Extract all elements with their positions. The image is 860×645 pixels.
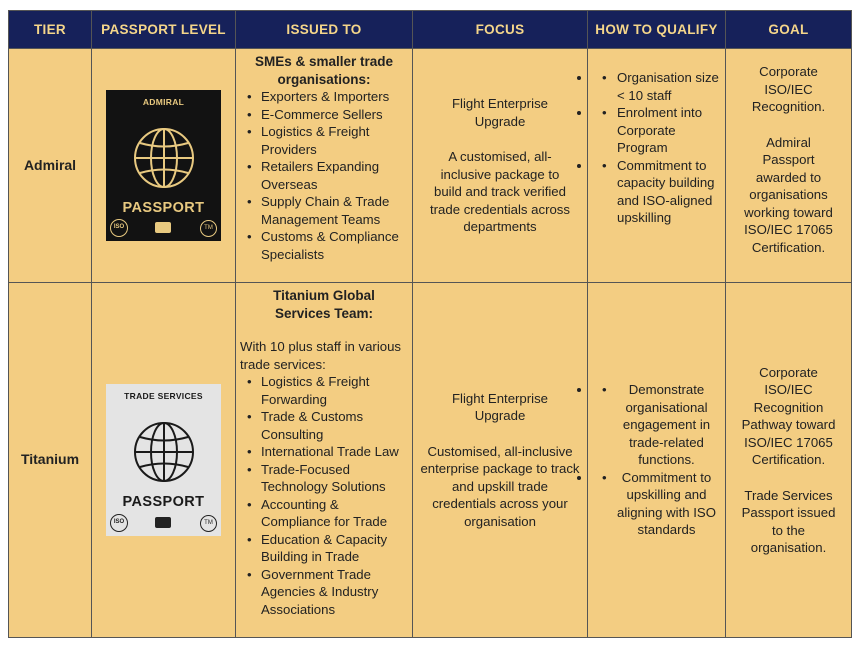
passport-title: ADMIRAL [142,97,185,107]
qualify-list [592,381,721,539]
header-row [9,11,852,49]
goal-line-2: Admiral Passport awarded to organisations working toward ISO/IEC 17065 Certification. [744,134,833,255]
qualify-list [592,69,721,227]
list-item: • • Demonstrate organisational engagement in trade-related functions. [592,381,721,469]
focus-title: Flight Enterprise Upgrade [451,390,548,424]
list-item: • Supply Chain & Trade Management Teams [240,193,408,228]
list-item: • • Commitment to capacity building and ISO-aligned upskilling [592,157,721,227]
list-item: • Logistics & Freight Providers [240,123,408,158]
issued-to-intro: With 10 plus staff in various trade services: [240,339,402,372]
list-item: • Accounting & Compliance for Trade [240,496,408,531]
trade-services-passport-image [106,384,221,536]
iso-icon: ISO [110,219,128,237]
how-to-qualify-cell [588,49,726,283]
list-item: • Trade & Customs Consulting [240,408,408,443]
list-item: • Trade-Focused Technology Solutions [240,461,408,496]
header-passport-level: PASSPORT LEVEL [92,11,236,49]
header-how-to-qualify: HOW TO QUALIFY [588,11,726,49]
list-item: • Retailers Expanding Overseas [240,158,408,193]
focus-title: Flight Enterprise Upgrade [451,96,548,129]
issued-to-heading: Titanium Global Services Team: [273,288,375,321]
goal-cell [726,49,852,283]
header-issued-to: ISSUED TO [236,11,413,49]
focus-cell [413,49,588,283]
how-to-qualify-cell [588,283,726,638]
list-item: • Exporters & Importers [240,88,408,106]
list-item: • Government Trade Agencies & Industry Associations [240,566,408,619]
issued-to-heading: SMEs & smaller trade organisations: [254,54,394,87]
issued-to-cell [236,49,413,283]
goal-line-1: Corporate ISO/IEC Recognition Pathway toward ISO/IEC 17065 Certification. [741,364,836,467]
issued-to-list [240,373,408,618]
list-item: • • Enrolment into Corporate Program [592,104,721,157]
tm-icon: TM [200,220,217,237]
goal-cell [726,283,852,638]
list-item: • Education & Capacity Building in Trade [240,531,408,566]
passport-word: PASSPORT [122,493,205,510]
issued-to-list [240,88,408,263]
list-item: • International Trade Law [240,443,408,461]
goal-line-1: Corporate ISO/IEC Recognition. [751,64,826,114]
table-row-titanium [9,283,852,638]
tm-icon: TM [200,515,217,532]
header-focus: FOCUS [413,11,588,49]
list-item: • • Commitment to upskilling and aligning with ISO standards [592,469,721,539]
chip-icon [155,517,171,528]
chip-icon [155,222,171,233]
header-tier: TIER [9,11,92,49]
table-row-admiral [9,49,852,283]
iso-icon: ISO [110,514,128,532]
focus-text: Customised, all-inclusive enterprise package to track and upskill trade credentials across your organisation [420,443,580,529]
issued-to-cell [236,283,413,638]
list-item: • Logistics & Freight Forwarding [240,373,408,408]
focus-cell [413,283,588,638]
list-item: • • Organisation size < 10 staff [592,69,721,104]
globe-icon [132,126,196,190]
header-goal: GOAL [726,11,852,49]
passport-level-cell [92,283,236,638]
tiers-table [8,10,852,638]
globe-icon [132,420,196,484]
list-item: • E-Commerce Sellers [240,106,408,124]
goal-line-2: Trade Services Passport issued to the organisation. [741,487,836,555]
tier-name: Titanium [9,283,92,638]
admiral-passport-image [106,90,221,241]
focus-text: A customised, all-inclusive package to build and track verified trade credentials across departments [429,149,570,235]
tier-name: Admiral [9,49,92,283]
passport-title: TRADE SERVICES [124,391,203,401]
passport-level-cell [92,49,236,283]
passport-word: PASSPORT [122,199,205,216]
list-item: • Customs & Compliance Specialists [240,228,408,263]
